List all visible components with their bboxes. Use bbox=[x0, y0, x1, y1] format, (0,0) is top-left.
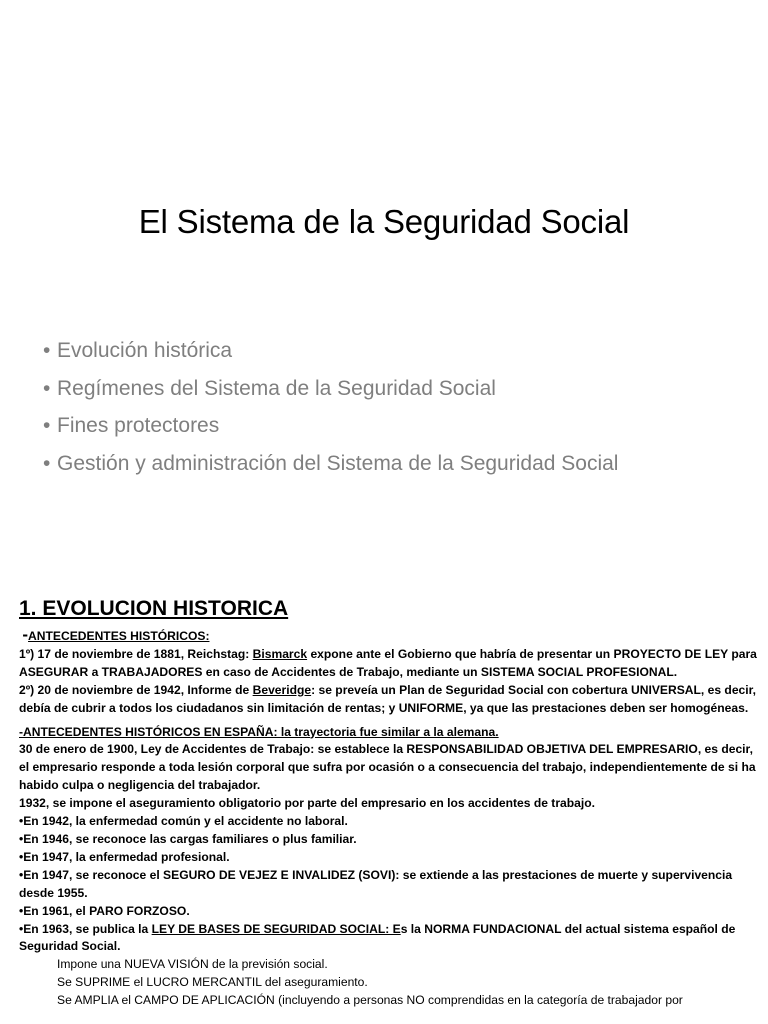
list-item: •En 1947, la enfermedad profesional. bbox=[19, 849, 230, 864]
paragraph-1900: 30 de enero de 1900, Ley de Accidentes de Trabajo: se establece la RESPONSABILIDAD OBJETIVA DEL EMPRESARIO, es decir, el empresario responde a toda lesión corporal que sufra por ocasión o a consecuencia del trabajo, independientemente de si ha habido culpa o negligencia del trabajador. bbox=[19, 742, 756, 793]
bullet-icon: • bbox=[43, 414, 51, 437]
bullet-icon: • bbox=[43, 339, 51, 362]
paragraph-1963: •En 1963, se publica la LEY DE BASES DE SEGURIDAD SOCIAL: Es la NORMA FUNDACIONAL del actual sistema español de Seguridad Social. bbox=[19, 921, 736, 954]
bullet-icon: • bbox=[43, 451, 51, 475]
topics-list bbox=[43, 335, 618, 485]
list-item: •En 1961, el PARO FORZOSO. bbox=[19, 903, 190, 918]
paragraph-beveridge: 2º) 20 de noviembre de 1942, Informe de Beveridge: se preveía un Plan de Seguridad Social con cobertura UNIVERSAL, es decir, debía de cubrir a todos los ciudadanos sin limitación de rentas; y UNIFORME, ya que las prestaciones deben ser homogéneas. bbox=[19, 682, 757, 715]
list-item: • Gestión y administración del Sistema de la Seguridad Social bbox=[43, 448, 618, 486]
paragraph-1932: 1932, se impone el aseguramiento obligatorio por parte del empresario en los accidentes de trabajo. bbox=[19, 796, 595, 811]
espana-label: -ANTECEDENTES HISTÓRICOS EN ESPAÑA: la trayectoria fue similar a la alemana. bbox=[19, 724, 499, 739]
list-item: •En 1942, la enfermedad común y el accidente no laboral. bbox=[19, 814, 348, 829]
list-item: • Evolución histórica bbox=[43, 335, 618, 373]
slide-title: El Sistema de la Seguridad Social bbox=[138, 203, 630, 240]
content-slide bbox=[0, 596, 768, 1010]
paragraph-bismarck: 1º) 17 de noviembre de 1881, Reichstag: Bismarck expone ante el Gobierno que habría de presentar un PROYECTO DE LEY para ASEGURAR a TRABAJADORES en caso de Accidentes de Trabajo, mediante un SISTEMA SOCIAL PROFESIONAL. bbox=[19, 646, 757, 679]
sub-item: Se SUPRIME el LUCRO MERCANTIL del aseguramiento. bbox=[57, 975, 368, 990]
list-item: •En 1947, se reconoce el SEGURO DE VEJEZ E INVALIDEZ (SOVI): se extiende a las prestaciones de muerte y supervivencia desde 1955. bbox=[19, 867, 733, 900]
sub-item: Impone una NUEVA VISIÓN de la previsión social. bbox=[57, 957, 328, 972]
antecedentes-label: -ANTECEDENTES HISTÓRICOS: bbox=[22, 625, 210, 644]
list-item: • Regímenes del Sistema de la Seguridad Social bbox=[43, 373, 618, 411]
bismarck-link[interactable]: Bismarck bbox=[252, 646, 308, 661]
list-item: •En 1946, se reconoce las cargas familiares o plus familiar. bbox=[19, 831, 357, 846]
list-item: • Fines protectores bbox=[43, 410, 618, 448]
bullet-icon: • bbox=[43, 376, 51, 400]
beveridge-link[interactable]: Beveridge bbox=[252, 682, 312, 697]
sub-item: Se AMPLIA el CAMPO DE APLICACIÓN (incluyendo a personas NO comprendidas en la categoría de trabajador por bbox=[57, 993, 683, 1008]
section-heading: 1. EVOLUCION HISTORICA bbox=[19, 597, 289, 620]
